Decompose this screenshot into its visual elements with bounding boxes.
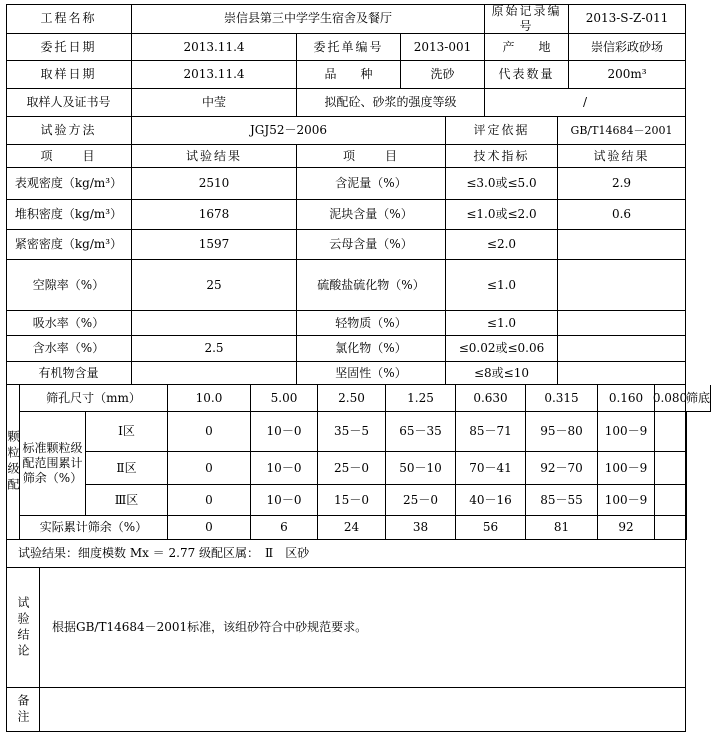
zone-value: 10－0 bbox=[251, 412, 318, 452]
sieve-size: 0.160 bbox=[598, 385, 655, 412]
zone-value: 100－9 bbox=[598, 485, 655, 516]
zone-value: 85－71 bbox=[456, 412, 526, 452]
grade: / bbox=[485, 89, 686, 117]
props-item: 堆积密度（kg/m³） bbox=[6, 200, 132, 230]
zone-value: 100－9 bbox=[598, 412, 655, 452]
actual-value: 0 bbox=[168, 516, 251, 540]
actual-value: 24 bbox=[318, 516, 386, 540]
variety: 洗砂 bbox=[401, 61, 485, 89]
test-record-sheet bbox=[6, 3, 711, 732]
zone-value bbox=[686, 452, 687, 485]
std-range-label: 标准颗粒级配范围累计筛余（%） bbox=[20, 412, 86, 516]
props-item: 空隙率（%） bbox=[6, 260, 132, 311]
sieve-size: 1.25 bbox=[386, 385, 456, 412]
props-header-result: 试验结果 bbox=[132, 145, 297, 168]
props-spec: ≤1.0 bbox=[446, 260, 558, 311]
props-result bbox=[132, 311, 297, 336]
origin: 崇信彩政砂场 bbox=[569, 34, 686, 61]
props-item: 有机物含量 bbox=[6, 362, 132, 385]
sieve-size: 0.315 bbox=[526, 385, 598, 412]
zone-value: 10－0 bbox=[251, 452, 318, 485]
record-no-label: 原始记录编号 bbox=[485, 4, 569, 34]
props-result bbox=[558, 230, 686, 260]
zone-value: 25－0 bbox=[318, 452, 386, 485]
props-spec: ≤8或≤10 bbox=[446, 362, 558, 385]
props-item: 云母含量（%） bbox=[297, 230, 446, 260]
commission-no-label: 委托单编号 bbox=[297, 34, 401, 61]
record-no: 2013-S-Z-011 bbox=[569, 4, 686, 34]
zone-label: Ⅱ区 bbox=[86, 452, 168, 485]
method-label: 试验方法 bbox=[6, 117, 132, 145]
sieve-size: 0.630 bbox=[456, 385, 526, 412]
props-item: 紧密密度（kg/m³） bbox=[6, 230, 132, 260]
commission-no: 2013-001 bbox=[401, 34, 485, 61]
actual-value: 81 bbox=[526, 516, 598, 540]
zone-value bbox=[655, 412, 686, 452]
remarks-label: 备注 bbox=[6, 688, 40, 732]
props-header-result: 试验结果 bbox=[558, 145, 686, 168]
grade-label: 拟配砼、砂浆的强度等级 bbox=[297, 89, 485, 117]
props-item: 坚固性（%） bbox=[297, 362, 446, 385]
zone-value bbox=[686, 485, 687, 516]
sieve-size: 5.00 bbox=[251, 385, 318, 412]
actual-value: 56 bbox=[456, 516, 526, 540]
result-line: 试验结果：细度模数 Mx ＝ 2.77 级配区属： Ⅱ 区砂 bbox=[6, 540, 686, 568]
props-spec: ≤1.0 bbox=[446, 311, 558, 336]
props-item: 吸水率（%） bbox=[6, 311, 132, 336]
quantity-label: 代表数量 bbox=[485, 61, 569, 89]
props-result bbox=[558, 336, 686, 362]
zone-value: 92－70 bbox=[526, 452, 598, 485]
props-spec: ≤1.0或≤2.0 bbox=[446, 200, 558, 230]
props-header-item: 项 目 bbox=[6, 145, 132, 168]
props-item: 氯化物（%） bbox=[297, 336, 446, 362]
conclusion-label: 试验结论 bbox=[6, 568, 40, 688]
actual-value bbox=[655, 516, 686, 540]
zone-value: 0 bbox=[168, 412, 251, 452]
zone-value bbox=[655, 485, 686, 516]
zone-value: 25－0 bbox=[386, 485, 456, 516]
props-item: 硫酸盐硫化物（%） bbox=[297, 260, 446, 311]
props-result: 0.6 bbox=[558, 200, 686, 230]
props-result bbox=[558, 362, 686, 385]
zone-value: 95－80 bbox=[526, 412, 598, 452]
quantity: 200m³ bbox=[569, 61, 686, 89]
zone-value: 0 bbox=[168, 452, 251, 485]
props-item: 含泥量（%） bbox=[297, 168, 446, 200]
actual-value bbox=[686, 516, 687, 540]
zone-value: 65－35 bbox=[386, 412, 456, 452]
actual-value: 92 bbox=[598, 516, 655, 540]
grading-side-label: 颗粒级配 bbox=[6, 385, 20, 540]
props-spec: ≤3.0或≤5.0 bbox=[446, 168, 558, 200]
zone-value: 70－41 bbox=[456, 452, 526, 485]
props-result: 2.9 bbox=[558, 168, 686, 200]
zone-value: 35－5 bbox=[318, 412, 386, 452]
sampling-date: 2013.11.4 bbox=[132, 61, 297, 89]
origin-label: 产 地 bbox=[485, 34, 569, 61]
zone-value: 85－55 bbox=[526, 485, 598, 516]
commission-date-label: 委托日期 bbox=[6, 34, 132, 61]
props-result bbox=[132, 362, 297, 385]
zone-value bbox=[655, 452, 686, 485]
basis-label: 评定依据 bbox=[446, 117, 558, 145]
sampling-date-label: 取样日期 bbox=[6, 61, 132, 89]
project-label: 工程名称 bbox=[6, 4, 132, 34]
props-result: 25 bbox=[132, 260, 297, 311]
props-result bbox=[558, 260, 686, 311]
sampler-label: 取样人及证书号 bbox=[6, 89, 132, 117]
props-header-spec: 技术指标 bbox=[446, 145, 558, 168]
props-result: 1597 bbox=[132, 230, 297, 260]
method: JGJ52－2006 bbox=[132, 117, 446, 145]
zone-value bbox=[686, 412, 687, 452]
zone-label: Ⅲ区 bbox=[86, 485, 168, 516]
actual-label: 实际累计筛余（%） bbox=[20, 516, 168, 540]
props-result: 1678 bbox=[132, 200, 297, 230]
zone-value: 0 bbox=[168, 485, 251, 516]
props-spec: ≤2.0 bbox=[446, 230, 558, 260]
props-result: 2.5 bbox=[132, 336, 297, 362]
zone-value: 15－0 bbox=[318, 485, 386, 516]
props-item: 轻物质（%） bbox=[297, 311, 446, 336]
actual-value: 6 bbox=[251, 516, 318, 540]
basis: GB/T14684－2001 bbox=[558, 117, 686, 145]
conclusion-text: 根据GB/T14684－2001标准，该组砂符合中砂规范要求。 bbox=[40, 568, 686, 688]
sampler: 中莹 bbox=[132, 89, 297, 117]
zone-value: 10－0 bbox=[251, 485, 318, 516]
zone-value: 50－10 bbox=[386, 452, 456, 485]
sieve-size: 10.0 bbox=[168, 385, 251, 412]
props-spec: ≤0.02或≤0.06 bbox=[446, 336, 558, 362]
props-item: 表观密度（kg/m³） bbox=[6, 168, 132, 200]
zone-value: 100－9 bbox=[598, 452, 655, 485]
props-result: 2510 bbox=[132, 168, 297, 200]
props-result bbox=[558, 311, 686, 336]
commission-date: 2013.11.4 bbox=[132, 34, 297, 61]
zone-label: Ⅰ区 bbox=[86, 412, 168, 452]
sieve-label: 筛孔尺寸（mm） bbox=[20, 385, 168, 412]
sieve-size: 0.080 bbox=[655, 385, 686, 412]
sieve-size: 筛底 bbox=[686, 385, 711, 412]
props-item: 泥块含量（%） bbox=[297, 200, 446, 230]
project-name: 崇信县第三中学学生宿舍及餐厅 bbox=[132, 4, 485, 34]
variety-label: 品 种 bbox=[297, 61, 401, 89]
props-header-item: 项 目 bbox=[297, 145, 446, 168]
sieve-size: 2.50 bbox=[318, 385, 386, 412]
zone-value: 40－16 bbox=[456, 485, 526, 516]
props-item: 含水率（%） bbox=[6, 336, 132, 362]
remarks-value bbox=[40, 688, 686, 732]
actual-value: 38 bbox=[386, 516, 456, 540]
